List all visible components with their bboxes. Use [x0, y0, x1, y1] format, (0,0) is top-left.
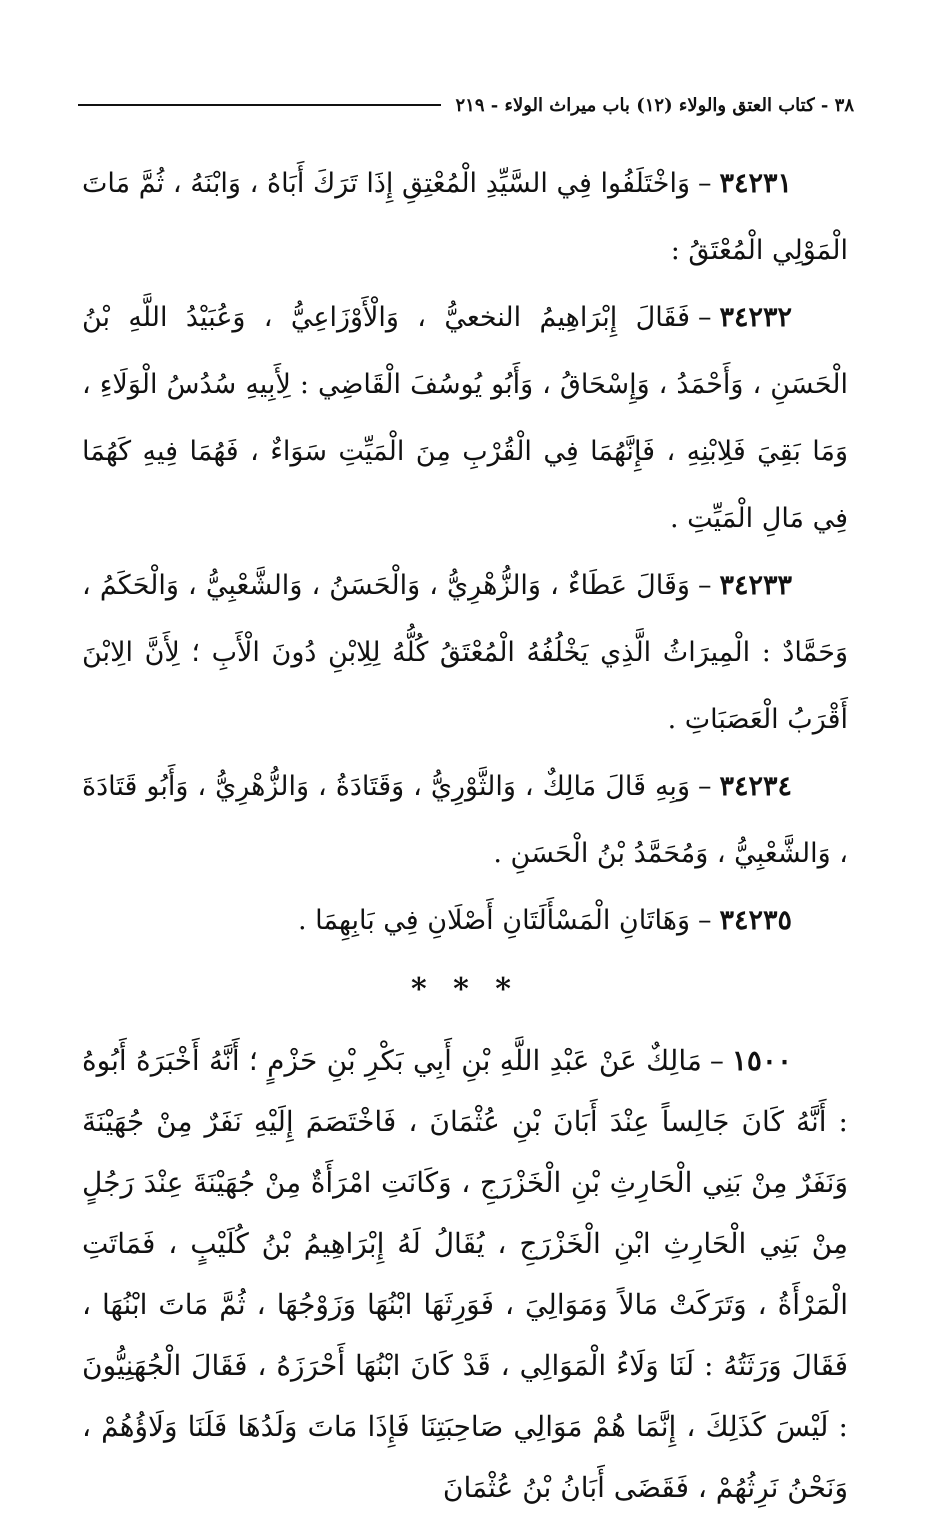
- hadith-number: ١٥٠٠: [731, 1044, 792, 1077]
- hadith-paragraph: [82, 1030, 848, 1518]
- separator-dash: –: [697, 168, 712, 199]
- page-body: [82, 150, 848, 1518]
- hadith-text: مَالِكٌ عَنْ عَبْدِ اللَّهِ بْنِ أَبِي بَكْرِ بْنِ حَزْمٍ ؛ أَنَّهُ أَخْبَرَهُ أَبُوهُ : أَنَّهُ كَانَ جَالِساً عِنْدَ أَبَانَ بْنِ عُثْمَانَ ، فَاخْتَصَمَ إِلَيْهِ نَفَرٌ مِنْ جُهَيْنَةَ وَنَفَرٌ مِنْ بَنِي الْحَارِثِ بْنِ الْخَزْرَجِ ، وَكَانَتِ امْرَأَةٌ مِنْ جُهَيْنَةَ عِنْدَ رَجُلٍ مِنْ بَنِي الْحَارِثِ ابْنِ الْخَزْرَجِ ، يُقَالُ لَهُ إِبْرَاهِيمُ بْنُ كُلَيْبٍ ، فَمَاتَتِ الْمَرْأَةُ ، وَتَرَكَتْ مَالاً وَمَوَالِيَ ، فَوَرِثَهَا ابْنُهَا وَزَوْجُهَا ، ثُمَّ مَاتَ ابْنُهَا ، فَقَالَ وَرَثَتُهُ : لَنَا وَلَاءُ الْمَوَالِي ، قَدْ كَانَ ابْنُهَا أَحْرَزَهُ ، فَقَالَ الْجُهَنِيُّونَ : لَيْسَ كَذَلِكَ ، إِنَّمَا هُمْ مَوَالِي صَاحِبَتِنَا فَإِذَا مَاتَ وَلَدُهَا فَلَنَا وَلَاؤُهُمْ ، وَنَحْنُ نَرِثُهُمْ ، فَقَضَى أَبَانُ بْنُ عُثْمَانَ: [82, 1044, 849, 1504]
- paragraph-number: ٣٤٢٣٤: [719, 771, 792, 802]
- running-header: [78, 92, 854, 118]
- commentary-paragraph: [82, 552, 848, 753]
- separator-dash: –: [697, 905, 712, 936]
- header-rule: [78, 104, 441, 106]
- section-divider: * * *: [411, 972, 519, 1007]
- separator-dash: –: [709, 1044, 724, 1077]
- paragraph-number: ٣٤٢٣١: [719, 168, 792, 199]
- paragraph-text: وَاخْتَلَفُوا فِي السَّيِّدِ الْمُعْتِقِ إِذَا تَرَكَ أَبَاهُ ، وَابْنَهُ ، ثُمَّ مَاتَ الْمَوْلِي الْمُعْتَقُ :: [82, 168, 848, 266]
- paragraph-number: ٣٤٢٣٥: [719, 905, 792, 936]
- paragraph-text: وَهَاتَانِ الْمَسْأَلَتَانِ أَصْلَانِ فِي بَابِهِمَا .: [298, 905, 690, 936]
- commentary-paragraph: [82, 150, 848, 284]
- separator-dash: –: [697, 570, 712, 601]
- commentary-paragraph: [82, 753, 848, 887]
- paragraph-number: ٣٤٢٣٣: [719, 570, 792, 601]
- commentary-paragraph: [82, 284, 848, 552]
- paragraph-text: فَقَالَ إِبْرَاهِيمُ النخعيُّ ، وَالْأَوْزَاعِيُّ ، وَعُبَيْدُ اللَّهِ بْنُ الْحَسَنِ ، وَأَحْمَدُ ، وَإِسْحَاقُ ، وَأَبُو يُوسُفَ الْقَاضِي : لِأَبِيهِ سُدُسُ الْوَلَاءِ ، وَمَا بَقِيَ فَلِابْنِهِ ، فَإِنَّهُمَا فِي الْقُرْبِ مِنَ الْمَيِّتِ سَوَاءٌ ، فَهُمَا فِيهِ كَهُمَا فِي مَالِ الْمَيِّتِ .: [82, 302, 848, 534]
- paragraph-text: وَقَالَ عَطَاءٌ ، وَالزُّهْرِيُّ ، وَالْحَسَنُ ، وَالشَّعْبِيُّ ، وَالْحَكَمُ ، وَحَمَّادٌ : الْمِيرَاثُ الَّذِي يَخْلُفُهُ الْمُعْتَقُ كُلُّهُ لِلِابْنِ دُونَ الْأَبِ ؛ لِأَنَّ الِابْنَ أَقْرَبُ الْعَصَبَاتِ .: [82, 570, 848, 735]
- header-title: ٣٨ - كتاب العتق والولاء (١٢) باب ميراث الولاء - ٢١٩: [455, 94, 854, 116]
- paragraph-number: ٣٤٢٣٢: [719, 302, 792, 333]
- commentary-paragraph: [82, 887, 848, 954]
- separator-dash: –: [697, 302, 712, 333]
- separator-dash: –: [697, 771, 712, 802]
- paragraph-text: وَبِهِ قَالَ مَالِكٌ ، وَالثَّوْرِيُّ ، وَقَتَادَةُ ، وَالزُّهْرِيُّ ، وَأَبُو قَتَادَةَ ، وَالشَّعْبِيُّ ، وَمُحَمَّدُ بْنُ الْحَسَنِ .: [82, 771, 848, 869]
